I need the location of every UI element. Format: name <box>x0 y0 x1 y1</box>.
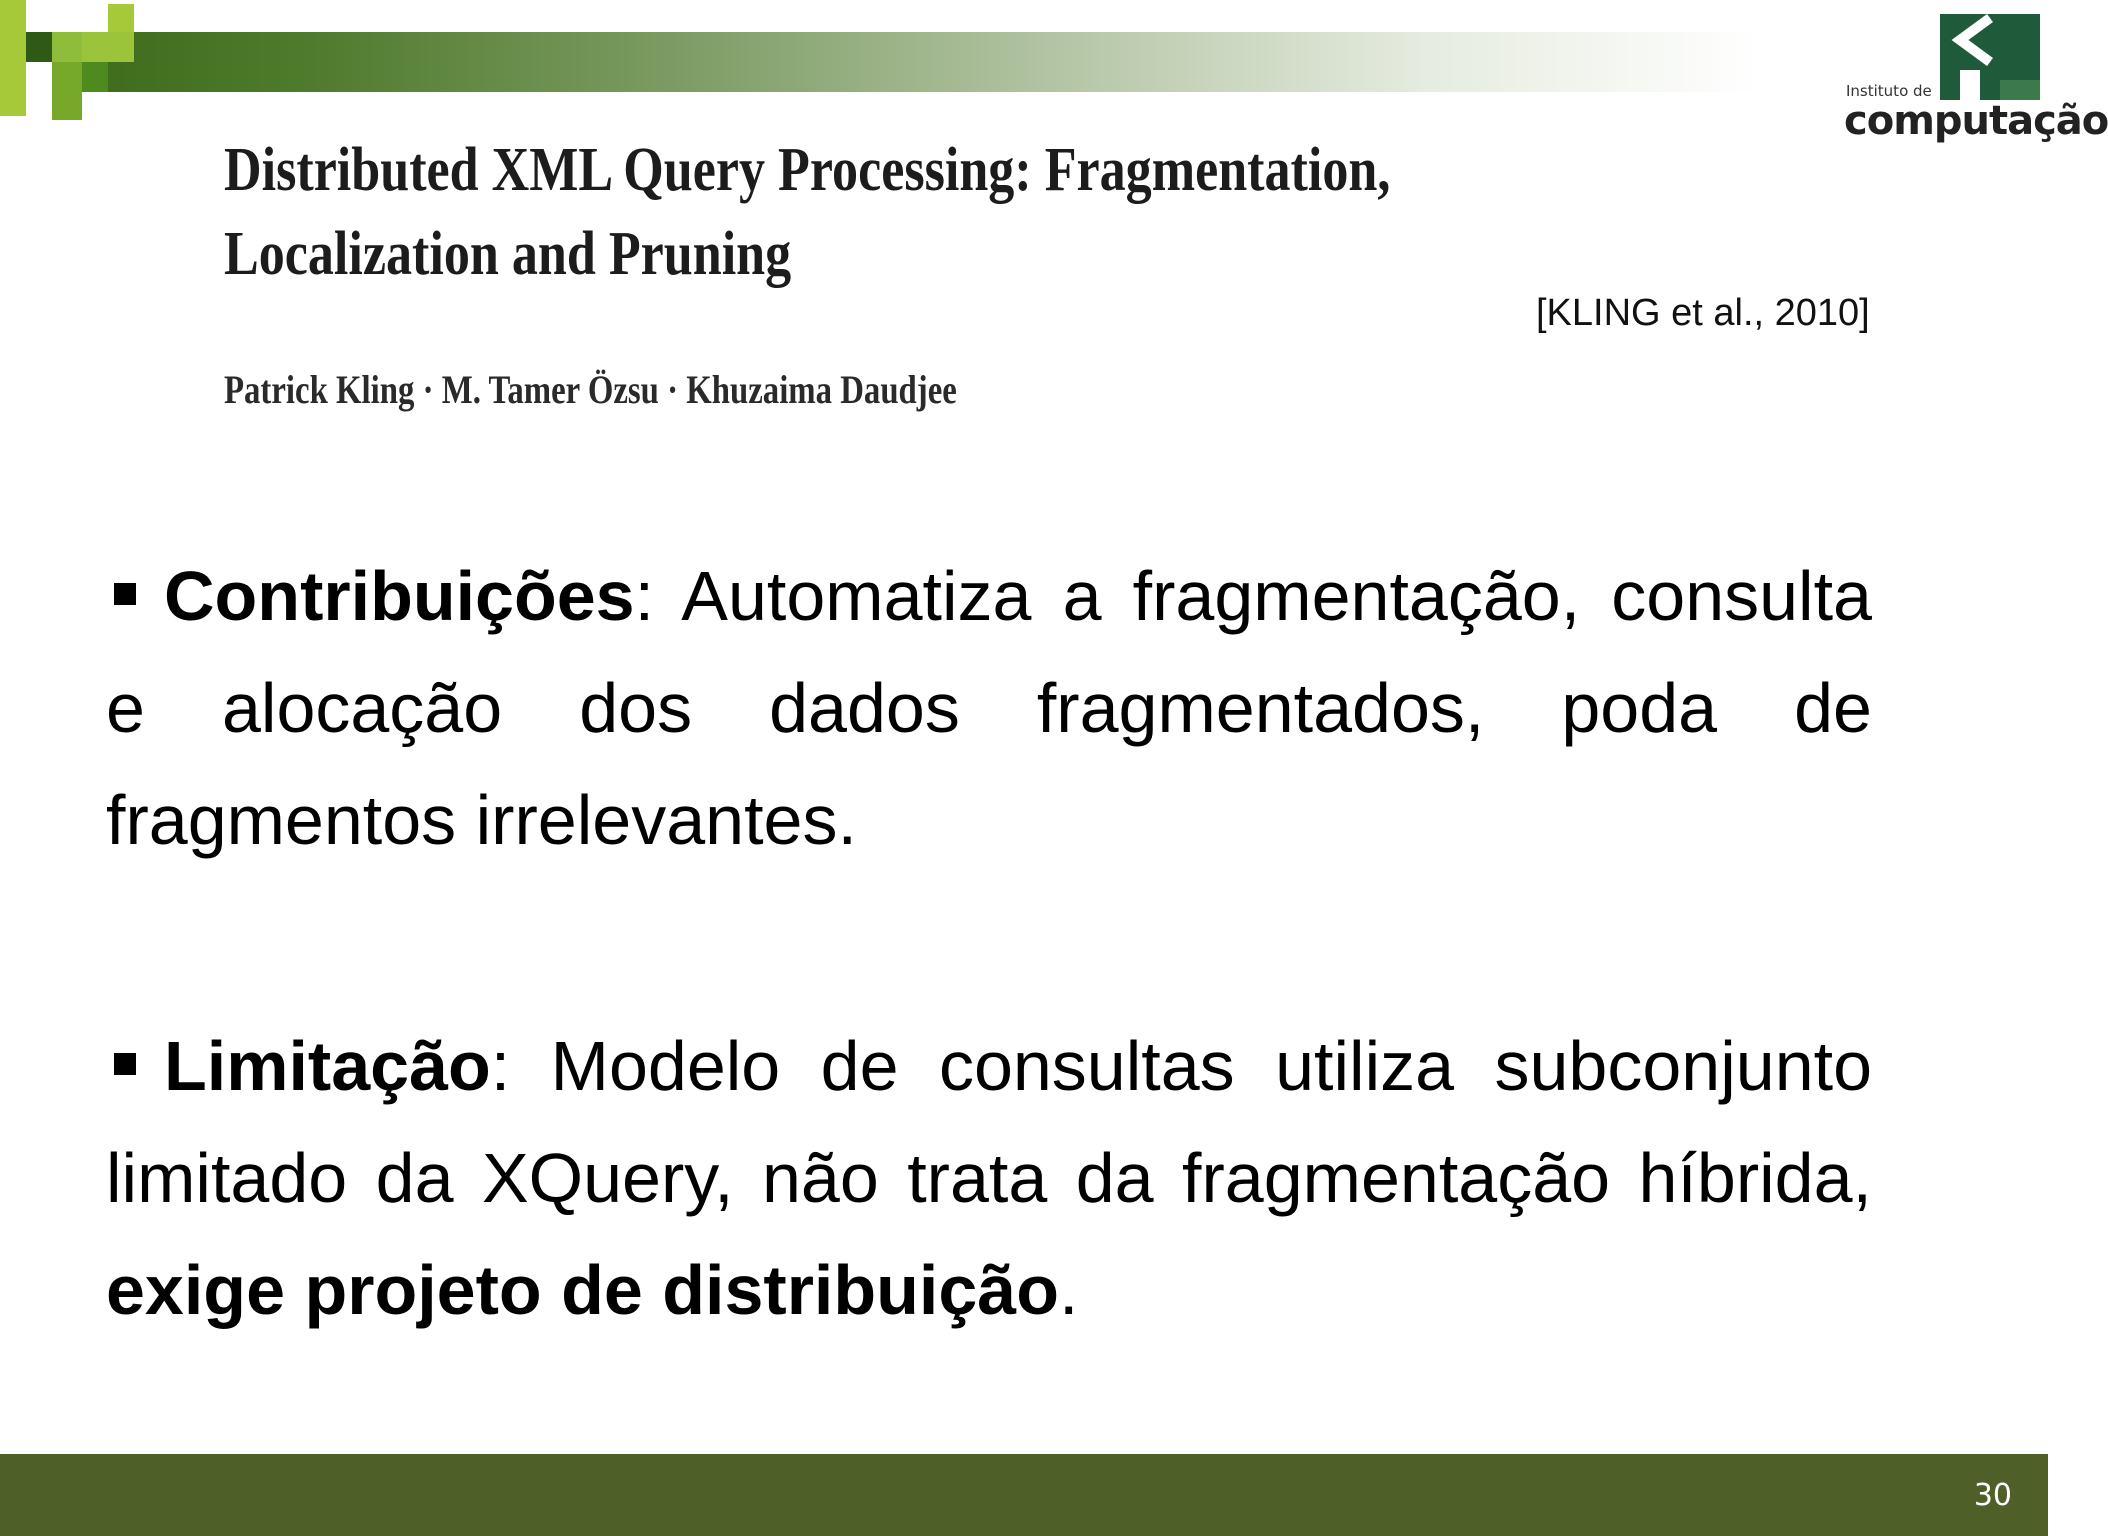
decor-square <box>108 4 134 32</box>
decor-square <box>82 62 108 92</box>
decor-square <box>0 0 26 116</box>
footer-bar <box>0 1454 2048 1536</box>
decor-square <box>82 32 134 62</box>
bullet-limitation <box>106 1010 1872 1346</box>
decor-square <box>26 32 52 62</box>
bullet-bold-tail: exige projeto de distribuição <box>106 1251 1059 1329</box>
bullet-end: . <box>1058 1251 1079 1329</box>
bullet-label: Contribuições <box>164 557 635 635</box>
square-bullet-icon <box>114 1053 136 1075</box>
decor-square <box>52 32 82 62</box>
bullet-text: Modelo de consultas utiliza subconjunto limitado da XQuery, não trata da fragmentação híbrida, <box>106 1027 1872 1217</box>
logo-subtitle: Instituto de <box>1846 82 1932 100</box>
header-gradient-bar <box>100 32 1760 92</box>
paper-authors: Patrick Kling · M. Tamer Özsu · Khuzaima Daudjee <box>224 367 957 412</box>
bullet-label: Limitação <box>164 1027 491 1105</box>
page-number: 30 <box>1973 1478 2012 1513</box>
paper-title: Distributed XML Query Processing: Fragmentation, Localization and Pruning <box>224 136 1391 288</box>
bullet-text: Automatiza a fragmentação, consulta e alocação dos dados fragmentados, poda de fragmentos irrelevantes. <box>106 557 1872 859</box>
bullet-contributions <box>106 540 1872 876</box>
citation: [KLING et al., 2010] <box>1536 292 1870 334</box>
square-bullet-icon <box>114 583 136 605</box>
bullet-separator: : <box>490 1027 511 1105</box>
decor-square <box>52 62 82 120</box>
logo-title: computação <box>1844 98 2108 144</box>
institute-logo <box>1840 10 2108 150</box>
bullet-separator: : <box>634 557 655 635</box>
